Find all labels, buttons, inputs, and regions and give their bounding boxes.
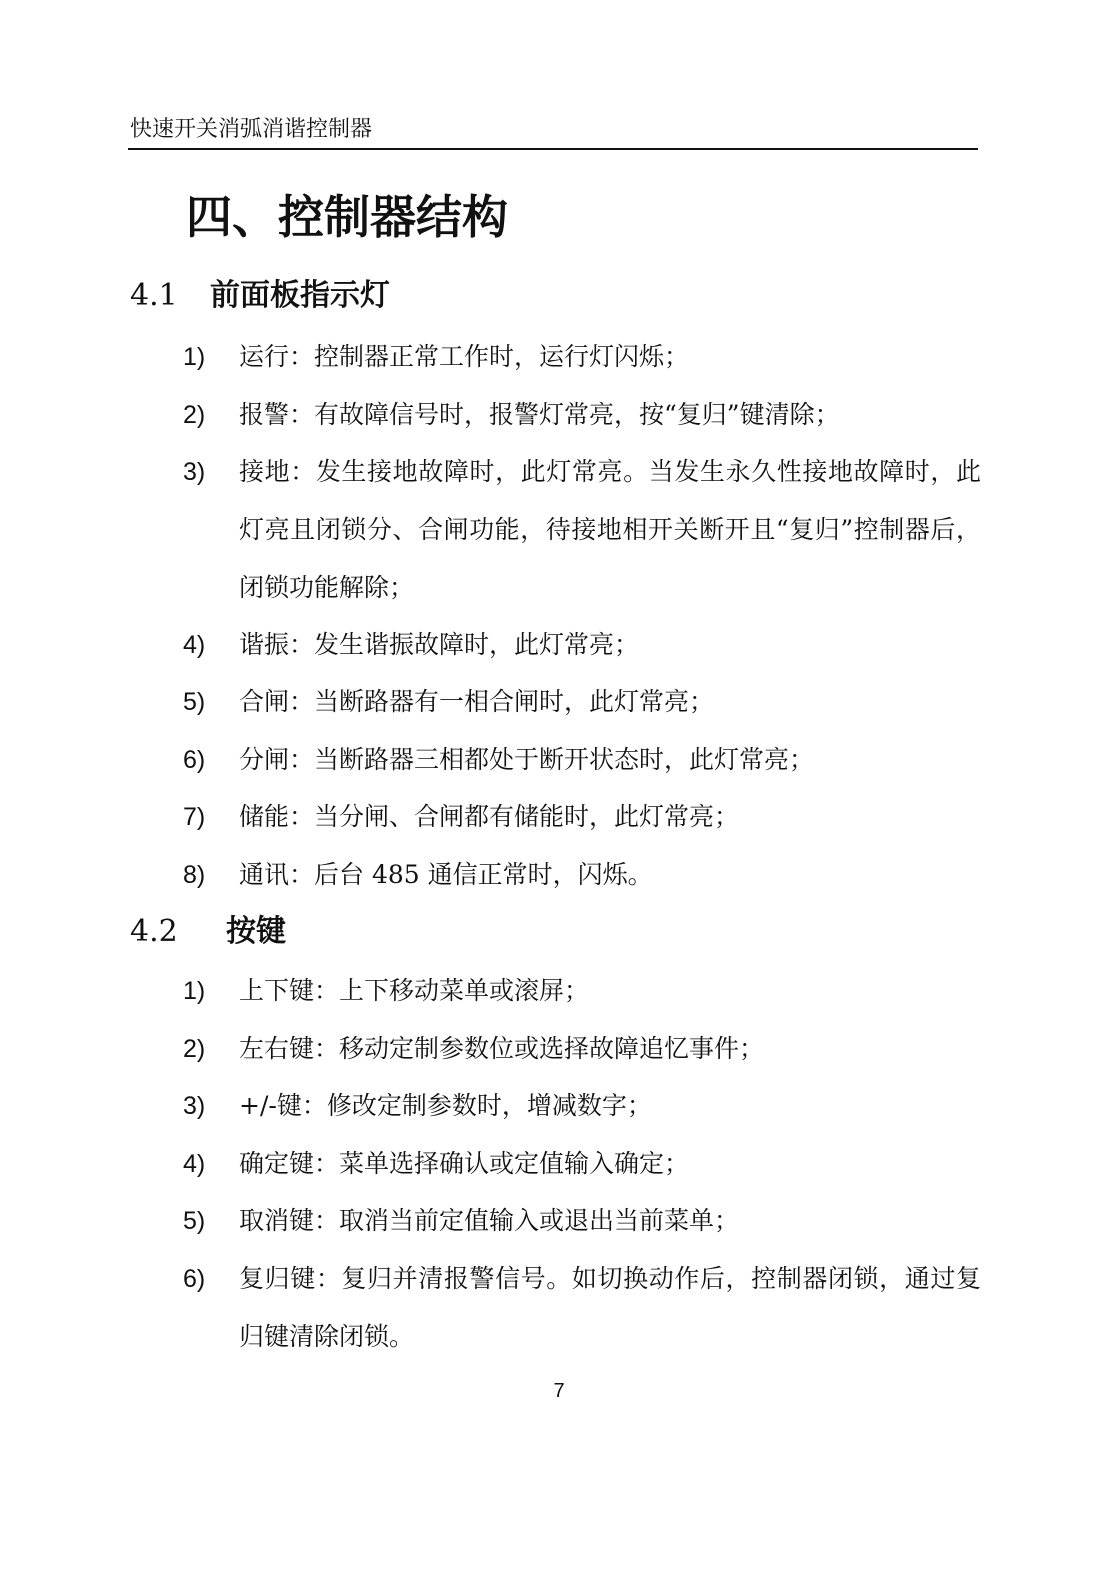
item-number: 2) — [183, 401, 206, 429]
item-number: 5) — [183, 1207, 206, 1235]
item-number: 8) — [183, 861, 206, 889]
page-header — [128, 112, 978, 150]
header-title: 快速开关消弧消谐控制器 — [130, 117, 373, 142]
item-text: 接地：发生接地故障时，此灯常亮。当发生永久性接地故障时，此灯亮且闭锁分、合闸功能，待接地相开关断开且“复归”控制器后，闭锁功能解除； — [239, 457, 981, 602]
section-number: 4.2 — [130, 914, 178, 949]
item-text: 分闸：当断路器三相都处于断开状态时，此灯常亮； — [239, 745, 815, 774]
item-number: 4) — [183, 1150, 206, 1178]
item-number: 5) — [183, 688, 206, 716]
item-number: 2) — [183, 1035, 206, 1063]
item-text: 报警：有故障信号时，报警灯常亮，按“复归”键清除； — [239, 400, 840, 429]
item-number: 7) — [183, 803, 206, 831]
item-number: 1) — [183, 977, 206, 1005]
section-title: 前面板指示灯 — [210, 278, 390, 313]
item-text: 确定键：菜单选择确认或定值输入确定； — [239, 1149, 690, 1178]
item-number: 6) — [183, 746, 206, 774]
item-number: 4) — [183, 631, 206, 659]
item-text: 储能：当分闸、合闸都有储能时，此灯常亮； — [239, 802, 740, 831]
section-heading — [130, 276, 530, 316]
item-text: 上下键：上下移动菜单或滚屏； — [239, 976, 590, 1005]
item-text: 运行：控制器正常工作时，运行灯闪烁； — [239, 342, 690, 371]
item-text: 谐振：发生谐振故障时，此灯常亮； — [239, 630, 640, 659]
item-text: 通讯：后台 485 通信正常时，闪烁。 — [239, 860, 653, 889]
item-number: 3) — [183, 1092, 206, 1120]
item-text: 复归键：复归并清报警信号。如切换动作后，控制器闭锁，通过复归键清除闭锁。 — [239, 1264, 981, 1351]
item-text: 取消键：取消当前定值输入或退出当前菜单； — [239, 1206, 740, 1235]
item-text: +/-键：修改定制参数时，增减数字； — [239, 1091, 652, 1120]
item-number: 6) — [183, 1265, 206, 1293]
chapter-title: 四、控制器结构 — [186, 190, 508, 244]
page-number: 7 — [553, 1380, 565, 1402]
section-title: 按键 — [226, 914, 286, 949]
item-text: 左右键：移动定制参数位或选择故障追忆事件； — [239, 1034, 765, 1063]
section-heading — [130, 912, 530, 952]
item-number: 3) — [183, 458, 206, 486]
item-number: 1) — [183, 343, 206, 371]
item-text: 合闸：当断路器有一相合闸时，此灯常亮； — [239, 687, 715, 716]
section-number: 4.1 — [130, 278, 178, 313]
